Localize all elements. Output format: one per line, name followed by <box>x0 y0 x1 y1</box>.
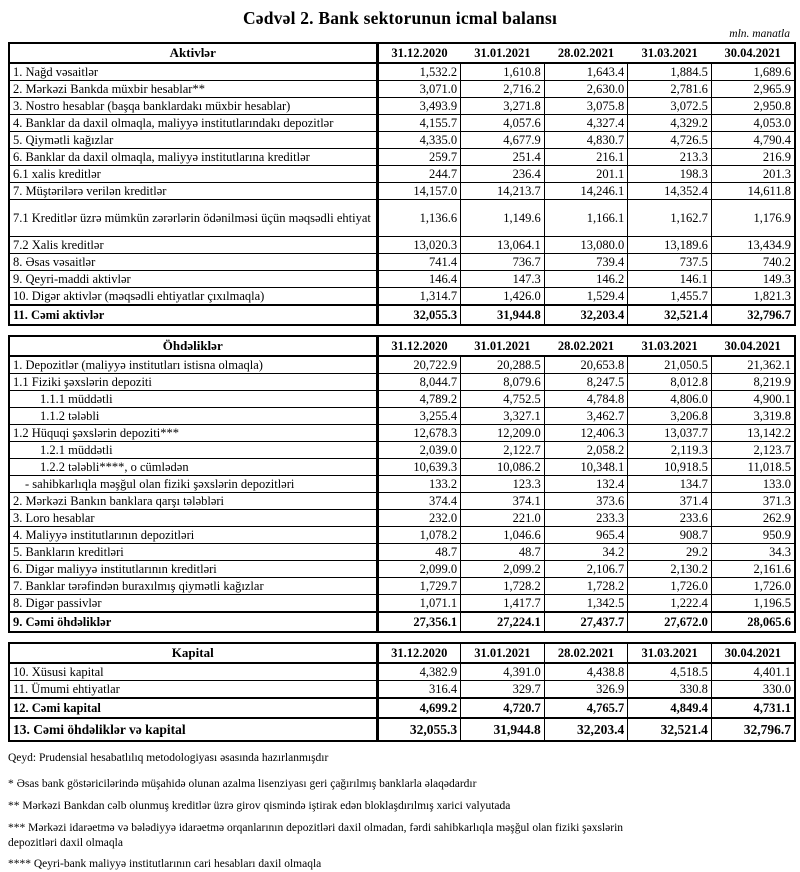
cell-value: 2,950.8 <box>711 98 795 115</box>
date-column-header: 31.03.2021 <box>628 43 712 63</box>
row-label: 1.2 Hüquqi şəxslərin depoziti*** <box>9 425 377 442</box>
row-label: 6. Digər maliyyə institutlarının kreditləri <box>9 561 377 578</box>
cell-value: 4,327.4 <box>544 115 628 132</box>
table-row <box>9 288 795 306</box>
cell-value: 11,018.5 <box>711 459 795 476</box>
table-row <box>9 612 795 632</box>
cell-value: 236.4 <box>461 166 545 183</box>
cell-value: 1,136.6 <box>377 200 461 237</box>
row-label: 5. Qiymətli kağızlar <box>9 132 377 149</box>
table-row <box>9 663 795 681</box>
cell-value: 1,162.7 <box>628 200 712 237</box>
cell-value: 28,065.6 <box>711 612 795 632</box>
cell-value: 32,203.4 <box>544 305 628 325</box>
cell-value: 330.0 <box>711 681 795 699</box>
cell-value: 2,099.2 <box>461 561 545 578</box>
date-column-header: 30.04.2021 <box>711 43 795 63</box>
page-title: Cədvəl 2. Bank sektorunun icmal balansı <box>242 8 558 28</box>
cell-value: 371.4 <box>628 493 712 510</box>
section-header-kapital: Kapital <box>9 643 377 663</box>
cell-value: 1,884.5 <box>628 63 712 81</box>
cell-value: 2,106.7 <box>544 561 628 578</box>
cell-value: 2,122.7 <box>461 442 545 459</box>
cell-value: 4,849.4 <box>628 698 712 718</box>
cell-value: 216.1 <box>544 149 628 166</box>
table-row <box>9 408 795 425</box>
cell-value: 8,219.9 <box>711 374 795 391</box>
cell-value: 908.7 <box>628 527 712 544</box>
row-label: 10. Digər aktivlər (məqsədli ehtiyatlar çıxılmaqla) <box>9 288 377 306</box>
table-row <box>9 254 795 271</box>
cell-value: 21,050.5 <box>628 356 712 374</box>
cell-value: 3,071.0 <box>377 81 461 98</box>
cell-value: 3,462.7 <box>544 408 628 425</box>
cell-value: 13,064.1 <box>461 237 545 254</box>
cell-value: 216.9 <box>711 149 795 166</box>
cell-value: 10,348.1 <box>544 459 628 476</box>
cell-value: 10,918.5 <box>628 459 712 476</box>
table-row <box>9 356 795 374</box>
cell-value: 1,689.6 <box>711 63 795 81</box>
row-label: 1. Depozitlər (maliyyə institutları istisna olmaqla) <box>9 356 377 374</box>
cell-value: 32,521.4 <box>628 718 712 741</box>
cell-value: 1,046.6 <box>461 527 545 544</box>
cell-value: 32,796.7 <box>711 718 795 741</box>
cell-value: 14,157.0 <box>377 183 461 200</box>
cell-value: 4,720.7 <box>461 698 545 718</box>
cell-value: 251.4 <box>461 149 545 166</box>
table-row <box>9 183 795 200</box>
footnote: *** Mərkəzi idarəetmə və bələdiyyə idarəetmə orqanlarının depozitləri daxil olmadan, fərdi sahibkarlıqla məşğul olan fiziki şəxslərin depozitləri daxil olmaqla <box>8 822 624 849</box>
date-column-header: 30.04.2021 <box>711 643 795 663</box>
cell-value: 2,130.2 <box>628 561 712 578</box>
cell-value: 32,055.3 <box>377 718 461 741</box>
cell-value: 4,329.2 <box>628 115 712 132</box>
cell-value: 3,255.4 <box>377 408 461 425</box>
unit-label: mln. manatla <box>729 28 790 40</box>
row-label: 1.2.2 tələbli****, o cümlədən <box>9 459 377 476</box>
cell-value: 4,789.2 <box>377 391 461 408</box>
cell-value: 31,944.8 <box>461 305 545 325</box>
table-row <box>9 681 795 699</box>
cell-value: 736.7 <box>461 254 545 271</box>
cell-value: 3,206.8 <box>628 408 712 425</box>
cell-value: 27,224.1 <box>461 612 545 632</box>
cell-value: 146.4 <box>377 271 461 288</box>
row-label: 2. Mərkəzi Bankda müxbir hesablar** <box>9 81 377 98</box>
cell-value: 147.3 <box>461 271 545 288</box>
table-row <box>9 98 795 115</box>
table-row <box>9 718 795 741</box>
row-label: 5. Bankların kreditləri <box>9 544 377 561</box>
cell-value: 1,222.4 <box>628 595 712 613</box>
row-label: 11. Cəmi aktivlər <box>9 305 377 325</box>
cell-value: 4,518.5 <box>628 663 712 681</box>
cell-value: 1,314.7 <box>377 288 461 306</box>
date-column-header: 31.12.2020 <box>377 43 461 63</box>
cell-value: 244.7 <box>377 166 461 183</box>
cell-value: 2,058.2 <box>544 442 628 459</box>
table-row <box>9 442 795 459</box>
cell-value: 13,037.7 <box>628 425 712 442</box>
cell-value: 4,726.5 <box>628 132 712 149</box>
cell-value: 374.1 <box>461 493 545 510</box>
cell-value: 2,123.7 <box>711 442 795 459</box>
section-table-kapital <box>8 642 796 742</box>
cell-value: 12,678.3 <box>377 425 461 442</box>
date-column-header: 28.02.2021 <box>544 643 628 663</box>
row-label: 9. Qeyri-maddi aktivlər <box>9 271 377 288</box>
row-label: 6.1 xalis kreditlər <box>9 166 377 183</box>
row-label: 7. Banklar tərəfindən buraxılmış qiymətli kağızlar <box>9 578 377 595</box>
cell-value: 232.0 <box>377 510 461 527</box>
cell-value: 259.7 <box>377 149 461 166</box>
cell-value: 134.7 <box>628 476 712 493</box>
row-label: 3. Loro hesablar <box>9 510 377 527</box>
table-row <box>9 527 795 544</box>
date-column-header: 31.01.2021 <box>461 643 545 663</box>
table-row <box>9 595 795 613</box>
table-row <box>9 510 795 527</box>
row-label: 8. Digər passivlər <box>9 595 377 613</box>
row-label: 6. Banklar da daxil olmaqla, maliyyə institutlarına kreditlər <box>9 149 377 166</box>
cell-value: 4,699.2 <box>377 698 461 718</box>
cell-value: 20,653.8 <box>544 356 628 374</box>
cell-value: 1,726.0 <box>711 578 795 595</box>
cell-value: 1,149.6 <box>461 200 545 237</box>
table-row <box>9 698 795 718</box>
cell-value: 741.4 <box>377 254 461 271</box>
cell-value: 4,057.6 <box>461 115 545 132</box>
cell-value: 1,532.2 <box>377 63 461 81</box>
date-column-header: 31.12.2020 <box>377 643 461 663</box>
table-row <box>9 305 795 325</box>
cell-value: 2,716.2 <box>461 81 545 98</box>
notes <box>8 751 790 872</box>
cell-value: 1,196.5 <box>711 595 795 613</box>
cell-value: 4,806.0 <box>628 391 712 408</box>
row-label: 13. Cəmi öhdəliklər və kapital <box>9 718 377 741</box>
cell-value: 27,672.0 <box>628 612 712 632</box>
cell-value: 1,176.9 <box>711 200 795 237</box>
cell-value: 221.0 <box>461 510 545 527</box>
table-row <box>9 425 795 442</box>
section-header-ohdelikler: Öhdəliklər <box>9 336 377 356</box>
section-header-aktivler: Aktivlər <box>9 43 377 63</box>
cell-value: 3,075.8 <box>544 98 628 115</box>
sections-host <box>0 42 800 742</box>
table-row <box>9 271 795 288</box>
cell-value: 14,611.8 <box>711 183 795 200</box>
cell-value: 4,053.0 <box>711 115 795 132</box>
cell-value: 48.7 <box>461 544 545 561</box>
cell-value: 4,401.1 <box>711 663 795 681</box>
cell-value: 4,438.8 <box>544 663 628 681</box>
cell-value: 146.1 <box>628 271 712 288</box>
cell-value: 20,288.5 <box>461 356 545 374</box>
cell-value: 10,639.3 <box>377 459 461 476</box>
table-row <box>9 493 795 510</box>
cell-value: 13,080.0 <box>544 237 628 254</box>
cell-value: 1,729.7 <box>377 578 461 595</box>
row-label: 12. Cəmi kapital <box>9 698 377 718</box>
cell-value: 371.3 <box>711 493 795 510</box>
cell-value: 2,039.0 <box>377 442 461 459</box>
date-column-header: 31.03.2021 <box>628 336 712 356</box>
cell-value: 950.9 <box>711 527 795 544</box>
row-label: 10. Xüsusi kapital <box>9 663 377 681</box>
cell-value: 2,630.0 <box>544 81 628 98</box>
cell-value: 32,796.7 <box>711 305 795 325</box>
cell-value: 1,455.7 <box>628 288 712 306</box>
cell-value: 13,020.3 <box>377 237 461 254</box>
row-label: 11. Ümumi ehtiyatlar <box>9 681 377 699</box>
cell-value: 4,382.9 <box>377 663 461 681</box>
cell-value: 12,209.0 <box>461 425 545 442</box>
table-row <box>9 544 795 561</box>
cell-value: 1,728.2 <box>544 578 628 595</box>
cell-value: 1,071.1 <box>377 595 461 613</box>
row-label: 1.1.1 müddətli <box>9 391 377 408</box>
cell-value: 1,610.8 <box>461 63 545 81</box>
row-label: 8. Əsas vəsaitlər <box>9 254 377 271</box>
cell-value: 1,728.2 <box>461 578 545 595</box>
footnote: ** Mərkəzi Bankdan cəlb olunmuş kreditlər üzrə girov qismində iştirak edən bloklaşdırılmış xarici valyutada <box>8 800 511 813</box>
cell-value: 149.3 <box>711 271 795 288</box>
cell-value: 374.4 <box>377 493 461 510</box>
cell-value: 132.4 <box>544 476 628 493</box>
cell-value: 8,079.6 <box>461 374 545 391</box>
cell-value: 213.3 <box>628 149 712 166</box>
cell-value: 2,965.9 <box>711 81 795 98</box>
cell-value: 1,643.4 <box>544 63 628 81</box>
cell-value: 2,099.0 <box>377 561 461 578</box>
cell-value: 4,765.7 <box>544 698 628 718</box>
table-row <box>9 459 795 476</box>
cell-value: 4,830.7 <box>544 132 628 149</box>
cell-value: 4,335.0 <box>377 132 461 149</box>
cell-value: 14,352.4 <box>628 183 712 200</box>
table-row <box>9 561 795 578</box>
cell-value: 14,246.1 <box>544 183 628 200</box>
cell-value: 32,521.4 <box>628 305 712 325</box>
cell-value: 201.1 <box>544 166 628 183</box>
cell-value: 27,356.1 <box>377 612 461 632</box>
cell-value: 4,391.0 <box>461 663 545 681</box>
cell-value: 34.3 <box>711 544 795 561</box>
row-label: 3. Nostro hesablar (başqa banklardakı müxbir hesablar) <box>9 98 377 115</box>
cell-value: 12,406.3 <box>544 425 628 442</box>
cell-value: 1,078.2 <box>377 527 461 544</box>
date-column-header: 30.04.2021 <box>711 336 795 356</box>
cell-value: 34.2 <box>544 544 628 561</box>
cell-value: 3,072.5 <box>628 98 712 115</box>
row-label: 1.2.1 müddətli <box>9 442 377 459</box>
note-qeyd: Qeyd: Prudensial hesabatlılıq metodologiyası əsasında hazırlanmışdır <box>8 752 329 764</box>
cell-value: 146.2 <box>544 271 628 288</box>
table-row <box>9 237 795 254</box>
cell-value: 4,790.4 <box>711 132 795 149</box>
cell-value: 233.3 <box>544 510 628 527</box>
cell-value: 4,784.8 <box>544 391 628 408</box>
table-row <box>9 149 795 166</box>
row-label: - sahibkarlıqla məşğul olan fiziki şəxslərin depozitləri <box>9 476 377 493</box>
cell-value: 262.9 <box>711 510 795 527</box>
cell-value: 740.2 <box>711 254 795 271</box>
cell-value: 201.3 <box>711 166 795 183</box>
cell-value: 123.3 <box>461 476 545 493</box>
cell-value: 2,119.3 <box>628 442 712 459</box>
date-column-header: 28.02.2021 <box>544 43 628 63</box>
cell-value: 965.4 <box>544 527 628 544</box>
cell-value: 1,166.1 <box>544 200 628 237</box>
footnote: * Əsas bank göstəricilərində müşahidə olunan azalma lisenziyası geri çağırılmış banklarla əlaqədardır <box>8 778 477 791</box>
row-label: 1. Nağd vəsaitlər <box>9 63 377 81</box>
cell-value: 8,012.8 <box>628 374 712 391</box>
cell-value: 233.6 <box>628 510 712 527</box>
cell-value: 48.7 <box>377 544 461 561</box>
cell-value: 4,752.5 <box>461 391 545 408</box>
date-column-header: 31.01.2021 <box>461 336 545 356</box>
row-label: 1.1 Fiziki şəxslərin depoziti <box>9 374 377 391</box>
row-label: 4. Banklar da daxil olmaqla, maliyyə institutlarındakı depozitlər <box>9 115 377 132</box>
cell-value: 1,529.4 <box>544 288 628 306</box>
footnote: **** Qeyri-bank maliyyə institutlarının cari hesabları daxil olmaqla <box>8 858 322 871</box>
cell-value: 1,426.0 <box>461 288 545 306</box>
cell-value: 32,055.3 <box>377 305 461 325</box>
table-row <box>9 476 795 493</box>
cell-value: 2,161.6 <box>711 561 795 578</box>
cell-value: 8,044.7 <box>377 374 461 391</box>
cell-value: 1,342.5 <box>544 595 628 613</box>
cell-value: 739.4 <box>544 254 628 271</box>
cell-value: 737.5 <box>628 254 712 271</box>
cell-value: 1,726.0 <box>628 578 712 595</box>
cell-value: 1,417.7 <box>461 595 545 613</box>
cell-value: 4,677.9 <box>461 132 545 149</box>
cell-value: 13,142.2 <box>711 425 795 442</box>
cell-value: 20,722.9 <box>377 356 461 374</box>
cell-value: 29.2 <box>628 544 712 561</box>
cell-value: 3,271.8 <box>461 98 545 115</box>
cell-value: 316.4 <box>377 681 461 699</box>
table-row <box>9 374 795 391</box>
cell-value: 10,086.2 <box>461 459 545 476</box>
row-label: 9. Cəmi öhdəliklər <box>9 612 377 632</box>
cell-value: 4,731.1 <box>711 698 795 718</box>
cell-value: 3,327.1 <box>461 408 545 425</box>
cell-value: 133.0 <box>711 476 795 493</box>
cell-value: 13,434.9 <box>711 237 795 254</box>
date-column-header: 31.03.2021 <box>628 643 712 663</box>
table-row <box>9 166 795 183</box>
table-row <box>9 200 795 237</box>
table-row <box>9 132 795 149</box>
table-row <box>9 63 795 81</box>
row-label: 7.1 Kreditlər üzrə mümkün zərərlərin ödənilməsi üçün məqsədli ehtiyat <box>9 200 377 237</box>
cell-value: 133.2 <box>377 476 461 493</box>
cell-value: 3,319.8 <box>711 408 795 425</box>
row-label: 1.1.2 tələbli <box>9 408 377 425</box>
cell-value: 330.8 <box>628 681 712 699</box>
table-row <box>9 81 795 98</box>
cell-value: 31,944.8 <box>461 718 545 741</box>
cell-value: 14,213.7 <box>461 183 545 200</box>
cell-value: 3,493.9 <box>377 98 461 115</box>
cell-value: 373.6 <box>544 493 628 510</box>
section-table-ohdelikler <box>8 335 796 633</box>
date-column-header: 31.12.2020 <box>377 336 461 356</box>
cell-value: 13,189.6 <box>628 237 712 254</box>
section-table-aktivler <box>8 42 796 326</box>
row-label: 7. Müştərilərə verilən kreditlər <box>9 183 377 200</box>
cell-value: 1,821.3 <box>711 288 795 306</box>
date-column-header: 31.01.2021 <box>461 43 545 63</box>
date-column-header: 28.02.2021 <box>544 336 628 356</box>
table-row <box>9 115 795 132</box>
cell-value: 329.7 <box>461 681 545 699</box>
row-label: 2. Mərkəzi Bankın banklara qarşı tələbləri <box>9 493 377 510</box>
row-label: 4. Maliyyə institutlarının depozitləri <box>9 527 377 544</box>
cell-value: 8,247.5 <box>544 374 628 391</box>
table-row <box>9 391 795 408</box>
table-row <box>9 578 795 595</box>
row-label: 7.2 Xalis kreditlər <box>9 237 377 254</box>
cell-value: 27,437.7 <box>544 612 628 632</box>
cell-value: 2,781.6 <box>628 81 712 98</box>
cell-value: 21,362.1 <box>711 356 795 374</box>
cell-value: 4,900.1 <box>711 391 795 408</box>
cell-value: 4,155.7 <box>377 115 461 132</box>
cell-value: 198.3 <box>628 166 712 183</box>
cell-value: 326.9 <box>544 681 628 699</box>
cell-value: 32,203.4 <box>544 718 628 741</box>
